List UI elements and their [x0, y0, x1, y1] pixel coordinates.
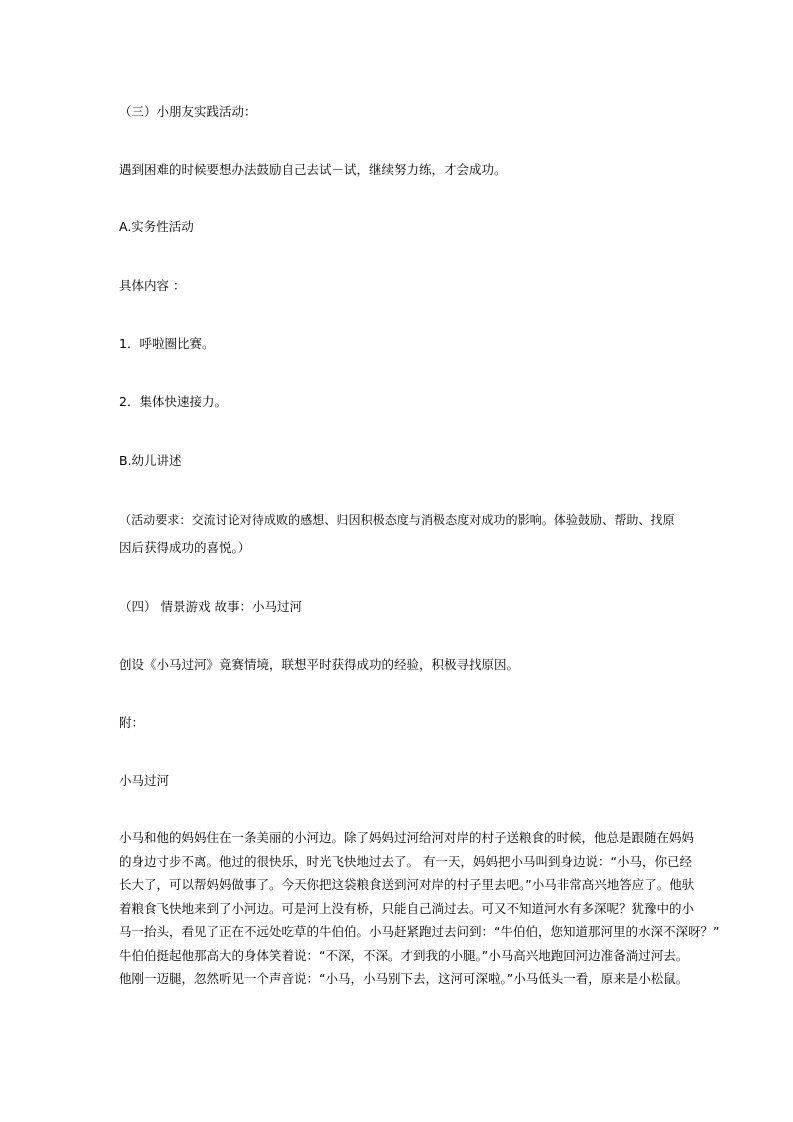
story-body — [119, 826, 720, 991]
appendix-label: 附： — [119, 715, 145, 730]
activity-a-content-label: 具体内容 ： — [119, 278, 186, 293]
story-line: 他刚一迈腿，忽然听见一个声音说：“小马，小马别下去，这河可深啦。”小马低头一看，原来是小松鼠。 — [119, 971, 689, 986]
section-3-title: （三）小朋友实践活动： — [119, 104, 257, 119]
section-4-intro: 创设《小马过河》竟赛情境，联想平时获得成功的经验，积极寻找原因。 — [119, 657, 520, 672]
section-3-intro: 遇到困难的时候要想办法鼓励自己去试－试，继续努力练，才会成功。 — [119, 162, 507, 177]
activity-requirements-line-2: 因后获得成功的喜悦。） — [119, 540, 251, 555]
story-line: 马一抬头，看见了正在不远处吃草的牛伯伯。小马赶紧跑过去问到：“牛伯伯，您知道那河里的水深不深呀？” — [119, 924, 720, 939]
activity-a-item-1: 1．呼啦圈比赛。 — [119, 336, 215, 351]
story-title: 小马过河 — [119, 773, 170, 788]
story-line: 的身边寸步不离。他过的很快乐，时光飞快地过去了。 有一天，妈妈把小马叫到身边说：“小马，你已经 — [119, 853, 692, 869]
story-line: 牛伯伯挺起他那高大的身体笑着说：“不深，不深。才到我的小腿。”小马高兴地跑回河边准备淌过河去。 — [119, 947, 689, 963]
activity-b-title: B.幼儿讲述 — [119, 453, 182, 468]
activity-a-item-2: 2．集体快速接力。 — [119, 394, 227, 409]
activity-a-title: A.实务性活动 — [119, 219, 194, 234]
activity-requirements-line-1: （活动要求：交流讨论对待成败的感想、归因积极态度与消极态度对成功的影响。体验鼓励、帮助、找原 — [119, 513, 675, 527]
story-line: 着粮食飞快地来到了小河边。可是河上没有桥，只能自己淌过去。可又不知道河水有多深呢？犹豫中的小 — [119, 900, 695, 916]
section-4-title: （四） 情景游戏 故事：小马过河 — [119, 599, 302, 614]
story-line: 长大了，可以帮妈妈做事了。今天你把这袋粮食送到河对岸的村子里去吧。”小马非常高兴地答应了。他驮 — [119, 877, 695, 892]
story-line: 小马和他的妈妈住在一条美丽的小河边。除了妈妈过河给河对岸的村子送粮食的时候，他总是跟随在妈妈 — [119, 830, 695, 845]
